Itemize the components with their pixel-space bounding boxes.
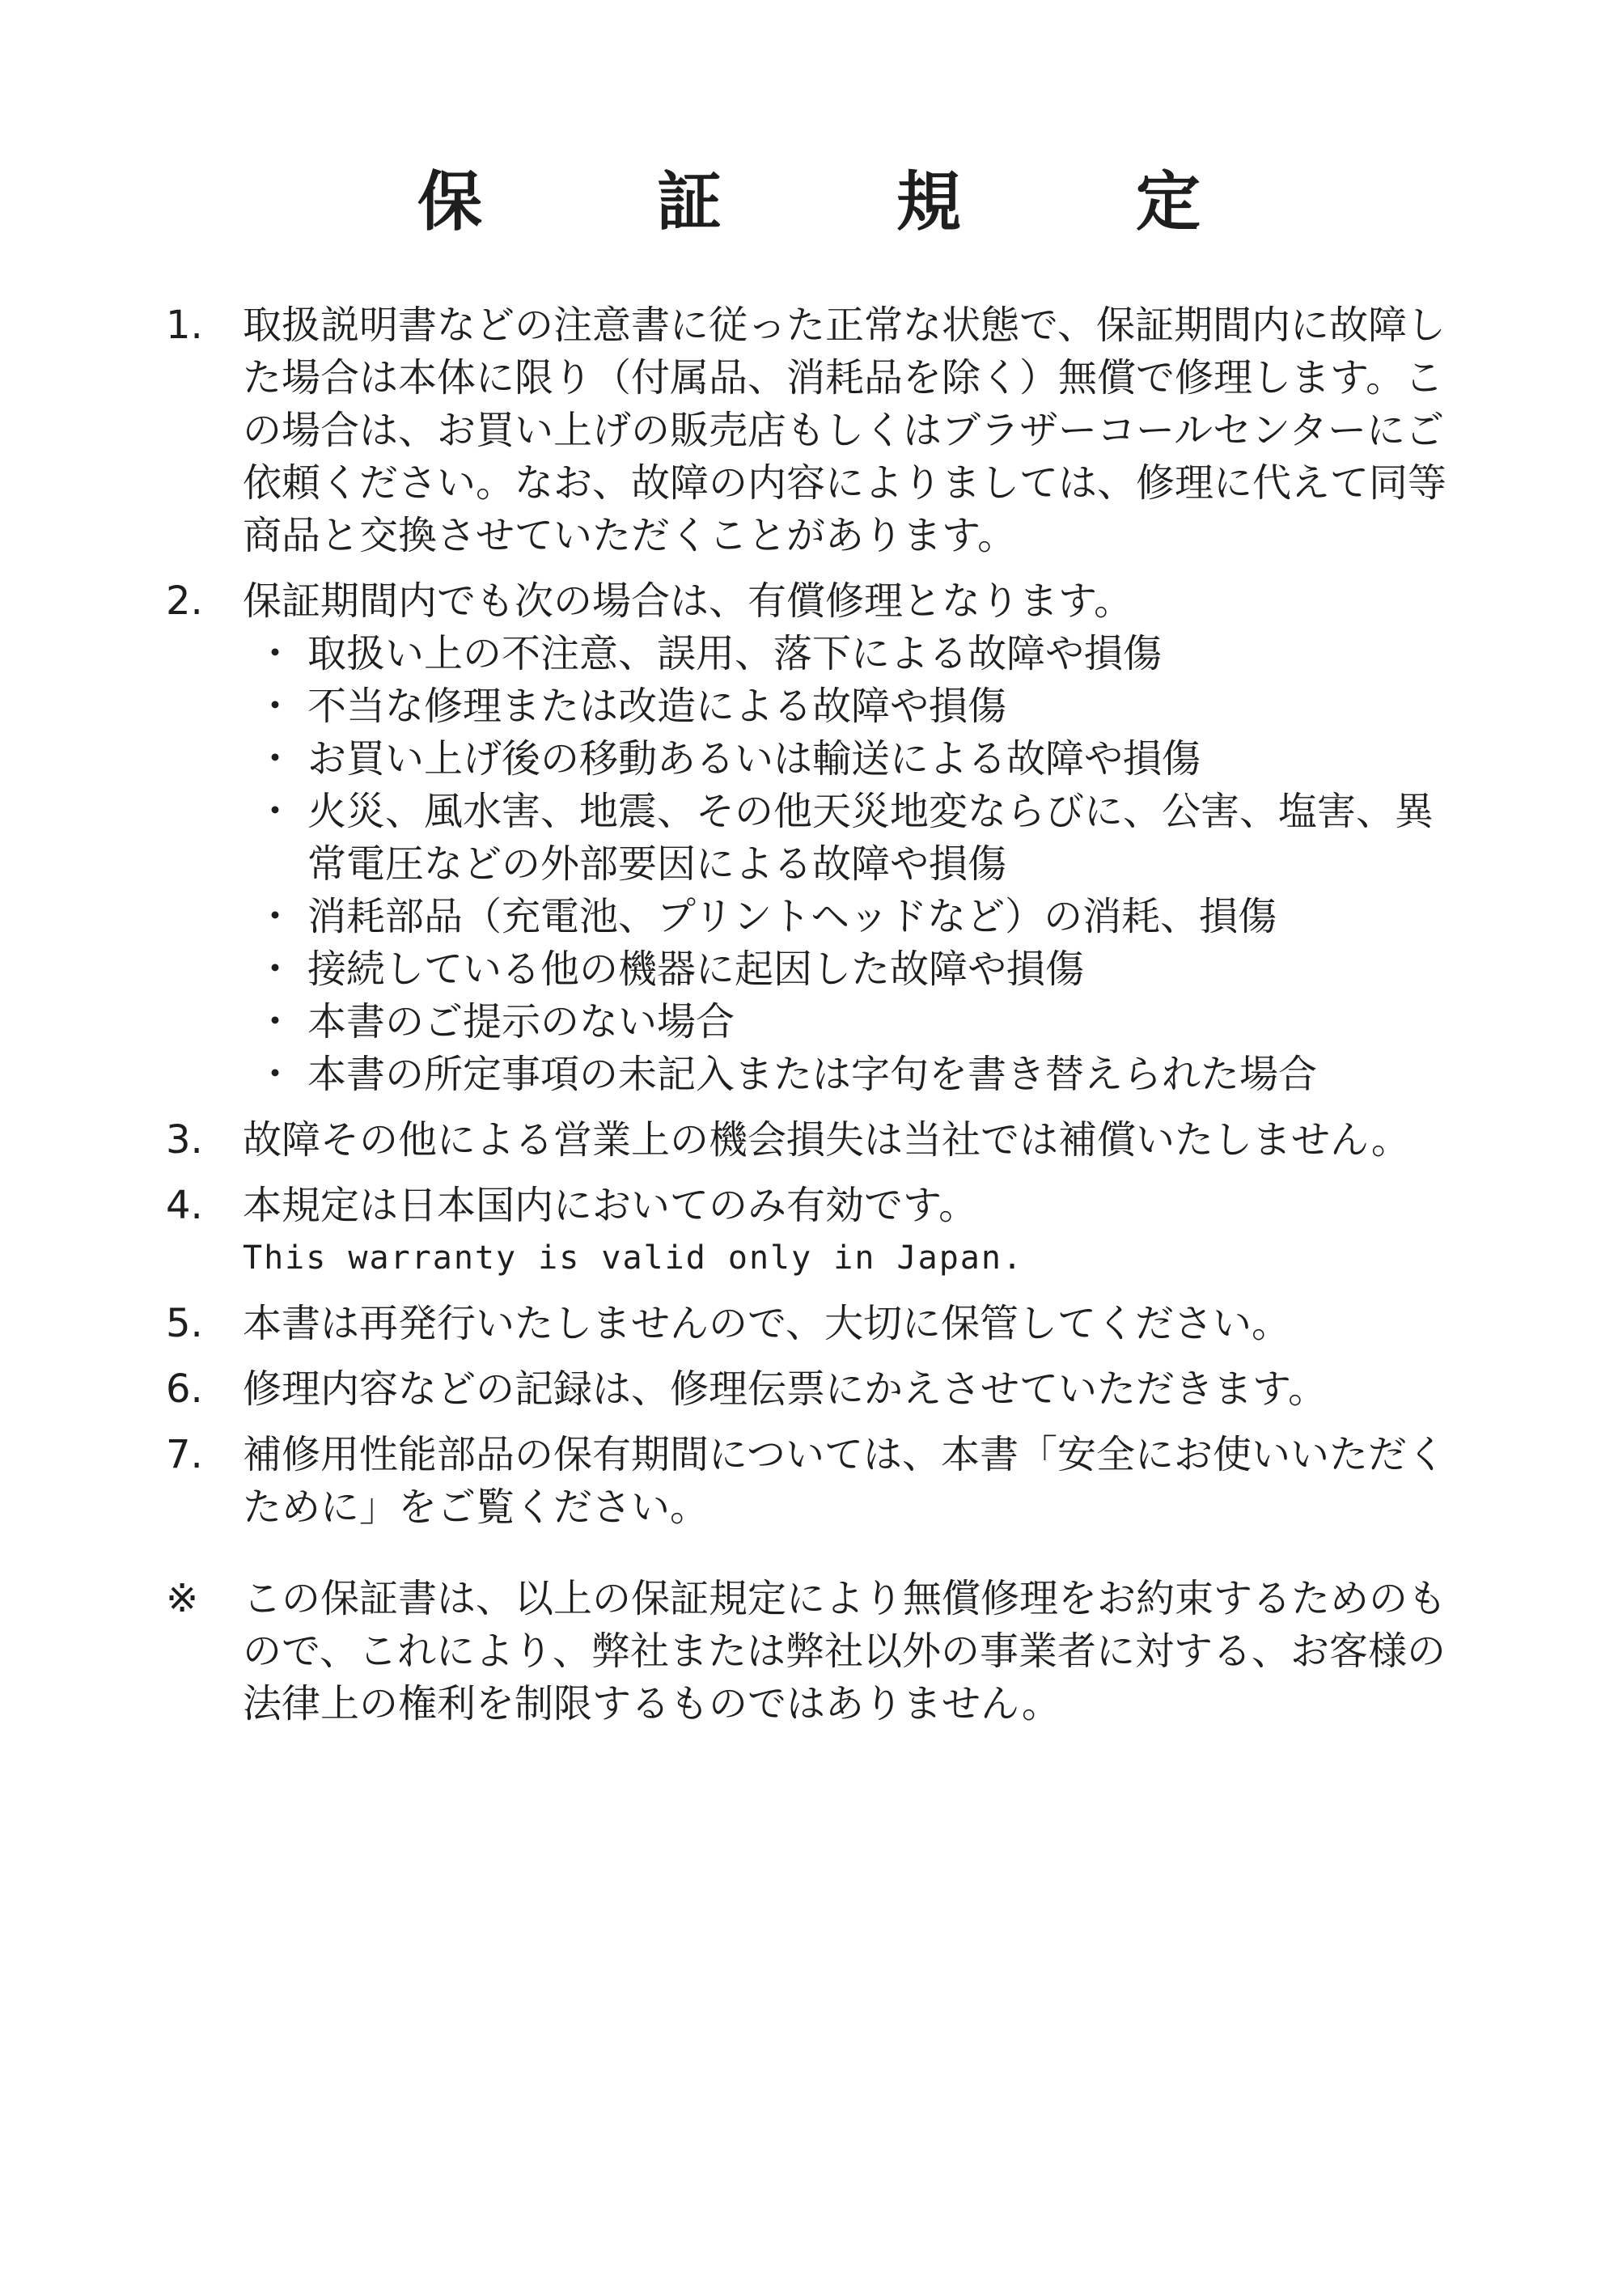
reference-mark: ※ (166, 1576, 199, 1621)
clause-text: 故障その他による営業上の機会損失は当社では補償いたしません。 (243, 1117, 1410, 1163)
clause-5 (166, 1298, 1468, 1350)
list-item (243, 943, 1468, 996)
list-item-text: お買い上げ後の移動あるいは輸送による故障や損傷 (307, 736, 1201, 782)
list-item (243, 680, 1468, 733)
list-item-text: 取扱い上の不注意、誤用、落下による故障や損傷 (307, 631, 1163, 676)
list-item-text: 不当な修理または改造による故障や損傷 (307, 684, 1007, 729)
clause-text: 保証期間内でも次の場合は、有償修理となります。 (243, 578, 1133, 624)
list-item-text: 本書の所定事項の未記入または字句を書き替えられた場合 (307, 1052, 1318, 1097)
list-item (243, 1048, 1468, 1101)
bullet-mark: ・ (255, 947, 294, 992)
note-text: この保証書は、以上の保証規定により無償修理をお約束するためのもので、これにより、弊社または弊社以外の事業者に対する、お客様の法律上の権利を制限するものではありません。 (243, 1576, 1447, 1726)
list-item (243, 786, 1468, 891)
clause-number: 6. (166, 1366, 203, 1412)
clause-4 (166, 1180, 1468, 1285)
clause-6 (166, 1363, 1468, 1416)
bullet-mark: ・ (255, 789, 294, 834)
clause-2 (166, 575, 1468, 1101)
bullet-mark: ・ (255, 999, 294, 1044)
bullet-mark: ・ (255, 894, 294, 939)
list-item-text: 火災、風水害、地震、その他天災地変ならびに、公害、塩害、異常電圧などの外部要因による故障や損傷 (307, 789, 1434, 887)
clause-number: 7. (166, 1432, 203, 1477)
clause-text: 本書は再発行いたしませんので、大切に保管してください。 (243, 1301, 1291, 1346)
list-item-text: 消耗部品（充電池、プリントヘッドなど）の消耗、損傷 (307, 894, 1277, 939)
exception-list (243, 628, 1468, 1101)
bullet-mark: ・ (255, 631, 294, 676)
clause-7 (166, 1429, 1468, 1534)
warranty-clauses (166, 299, 1468, 1730)
bullet-mark: ・ (255, 684, 294, 729)
list-item (243, 733, 1468, 786)
clause-1 (166, 299, 1468, 562)
clause-text: 修理内容などの記録は、修理伝票にかえさせていただきます。 (243, 1366, 1328, 1412)
list-item (243, 891, 1468, 943)
clause-number: 2. (166, 578, 203, 624)
clause-text: 本規定は日本国内においてのみ有効です。 (243, 1183, 978, 1228)
clause-3 (166, 1114, 1468, 1167)
list-item-text: 本書のご提示のない場合 (307, 999, 735, 1044)
list-item (243, 628, 1468, 680)
bullet-mark: ・ (255, 1052, 294, 1097)
bullet-mark: ・ (255, 736, 294, 782)
clause-number: 1. (166, 303, 203, 348)
list-item (243, 996, 1468, 1048)
clause-text: 取扱説明書などの注意書に従った正常な状態で、保証期間内に故障した場合は本体に限り（付属品、消耗品を除く）無償で修理します。この場合は、お買い上げの販売店もしくはブラザーコールセンターにご依頼ください。なお、故障の内容によりましては、修理に代えて同等商品と交換させていただくことがあります。 (243, 303, 1447, 558)
english-note: This warranty is valid only in Japan. (243, 1239, 1024, 1277)
clause-number: 5. (166, 1301, 203, 1346)
clause-number: 4. (166, 1183, 203, 1228)
clause-text: 補修用性能部品の保有期間については、本書「安全にお使いいただくために」をご覧ください。 (243, 1432, 1446, 1530)
clause-number: 3. (166, 1117, 203, 1163)
page-title: 保 証 規 定 (417, 164, 1256, 239)
disclaimer-note (166, 1573, 1468, 1730)
list-item-text: 接続している他の機器に起因した故障や損傷 (307, 947, 1085, 992)
